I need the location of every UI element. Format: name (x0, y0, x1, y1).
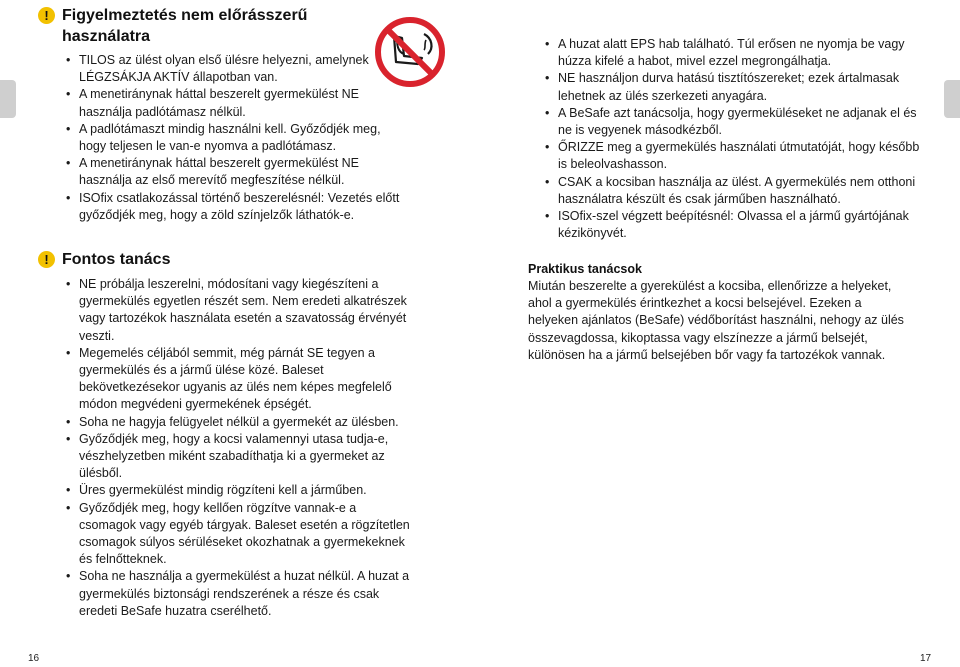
list-item (66, 86, 406, 120)
list-item (545, 36, 920, 70)
list-item-text: A huzat alatt EPS hab található. Túl erősen ne nyomja be vagy húzza kifelé a habot, mivel ezzel megrongálhatja. (558, 37, 905, 69)
warning-icon: ! (38, 7, 55, 24)
list-item-text: A padlótámaszt mindig használni kell. Győződjék meg, hogy teljesen le van-e nyomva a padlótámasz. (79, 121, 381, 154)
list-item-text: Üres gyermekülést mindig rögzíteni kell a járműben. (79, 483, 367, 498)
list-item-text: Győződjék meg, hogy kellően rögzítve vannak-e a csomagok vagy egyéb tárgyak. Baleset esetén a rögzítetlen csomagok súlyos sérüléseket okozhatnak a gyermekeknek és felnőtteknek. (79, 500, 410, 567)
page-number-right: 17 (920, 653, 932, 664)
list-item (545, 105, 920, 139)
list-item (66, 52, 406, 86)
list-item (66, 414, 411, 431)
right-page-tab (944, 80, 960, 118)
list-item (66, 155, 406, 189)
list-item (66, 568, 411, 620)
list-item (545, 174, 920, 208)
list-item-text: Soha ne használja a gyermekülést a huzat nélkül. A huzat a gyermekülés biztonsági rendszerének a része és csak eredeti BeSafe huzatra cserélhető. (79, 569, 410, 618)
warning-list (66, 52, 406, 224)
list-item (545, 208, 920, 242)
left-page-tab (0, 80, 16, 118)
warning-heading: Figyelmeztetés nem előrásszerű használatra (62, 7, 308, 45)
list-item (545, 70, 920, 104)
list-item (66, 345, 411, 414)
practical-paragraph: Miután beszerelte a gyerekülést a kocsiba, ellenőrizze a helyeket, ahol a gyermekülés érintkezhet a kocsi belsejével. Ezeken a helyeken ajánlatos (BeSafe) védőborítást használni, nehogy az ülés összevagdossa, kikoptassa vagy elszínezze a jármű belsejét, különösen ha a jármű belsejében bőr vagy fa tartozékok vannak. (528, 279, 904, 362)
list-item (66, 121, 406, 155)
list-item-text: ISOfix-szel végzett beépítésnél: Olvassa el a jármű gyártójának kézikönyvét. (558, 209, 909, 241)
tips-heading: Fontos tanács (62, 251, 171, 268)
list-item (66, 276, 411, 345)
list-item-text: NE próbálja leszerelni, módosítani vagy kiegészíteni a gyermekülés egyetlen részét sem. Nem eredeti alkatrészek vagy tartozékok használata esetén a szavatosság érvényét veszti. (79, 277, 407, 343)
list-item-text: ISOfix csatlakozással történő beszerelésnél: Vezetés előtt győződjék meg, hogy a zöld színjelzők láthatók-e. (79, 190, 400, 222)
list-item (66, 190, 406, 224)
list-item (66, 500, 411, 569)
tips-warning-icon: ! (38, 251, 55, 268)
list-item-text: Soha ne hagyja felügyelet nélkül a gyermekét az ülésben. (79, 414, 399, 429)
list-item-text: ŐRIZZE meg a gyermekülés használati útmutatóját, hogy később is beleolvashasson. (558, 140, 920, 172)
list-item-text: CSAK a kocsiban használja az ülést. A gyermekülés nem otthoni használatra készült és csak járműben használható. (558, 174, 916, 206)
list-item-text: A menetiránynak háttal beszerelt gyermekülést NE használja padlótámasz nélkül. (79, 87, 359, 119)
care-list (545, 36, 920, 242)
practical-heading: Praktikus tanácsok (528, 262, 642, 276)
page-number-left: 16 (28, 653, 40, 664)
list-item-text: NE használjon durva hatású tisztítószereket; ezek ártalmasak lehetnek az ülés szerkezeti anyagára. (558, 71, 900, 103)
list-item-text: TILOS az ülést olyan első ülésre helyezni, amelynek LÉGZSÁKJA AKTÍV állapotban van. (79, 53, 369, 85)
list-item-text: A menetiránynak háttal beszerelt gyermekülést NE használja az első merevítő megfeszítése nélkül. (79, 156, 359, 188)
list-item (66, 431, 411, 483)
list-item (545, 139, 920, 173)
tips-list (66, 276, 411, 620)
list-item-text: Megemelés céljából semmit, még párnát SE tegyen a gyermekülés és a jármű ülése közé. Baleset bekövetkezésekor ugyanis az ülés nem képes megfelelő módon megvédeni gyermekének épségét. (79, 345, 392, 412)
list-item (66, 482, 411, 499)
list-item-text: Győződjék meg, hogy a kocsi valamennyi utasa tudja-e, vészhelyzetben miként szabadíthatja ki a gyermeket az ülésből. (79, 431, 389, 481)
list-item-text: A BeSafe azt tanácsolja, hogy gyermeküléseket ne adjanak el és ne is vegyenek másodkézből. (558, 105, 917, 138)
